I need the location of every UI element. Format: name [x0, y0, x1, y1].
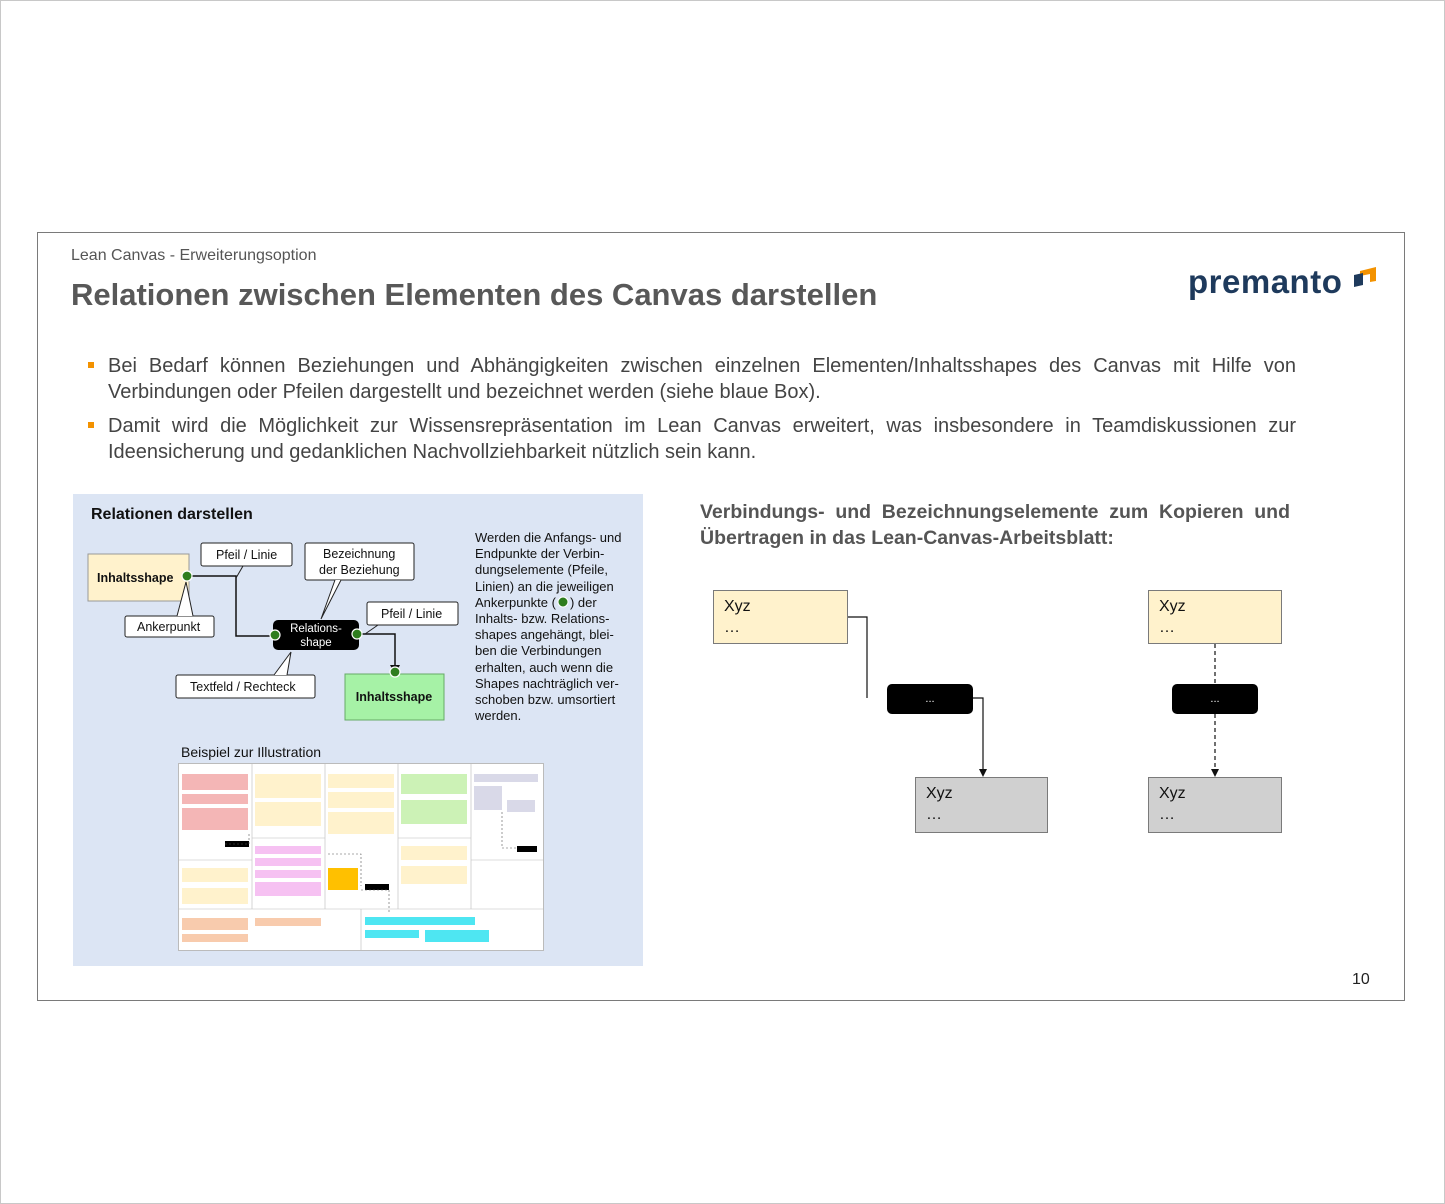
callout-bezeichnung-line2: der Beziehung — [319, 563, 400, 577]
callout-pointer-2 — [321, 580, 341, 619]
breadcrumb: Lean Canvas - Erweiterungsoption — [71, 247, 317, 264]
solid-connector-1 — [848, 617, 867, 698]
thumbnail-graphic — [179, 764, 543, 950]
callout-ankerpunkt-label: Ankerpunkt — [137, 620, 201, 634]
callout-pointer-5 — [274, 652, 291, 675]
logo-mark-icon — [1188, 257, 1388, 307]
logo-text: premanto — [1188, 263, 1343, 300]
page-number: 10 — [1352, 971, 1370, 988]
solid-connector-2 — [973, 698, 983, 773]
callout-pointer-4 — [365, 625, 378, 634]
anchor-point-icon — [352, 629, 362, 639]
anchor-point-icon — [270, 630, 280, 640]
relation-label-solid: ... — [887, 684, 973, 714]
relations-shape-line2: shape — [300, 637, 332, 649]
callout-pfeil-linie-2-label: Pfeil / Linie — [381, 607, 443, 621]
xyz-target-box-2 — [1148, 777, 1282, 833]
relation-label-dashed: ... — [1172, 684, 1258, 714]
copy-elements-heading: Verbindungs- und Bezeichnungselemente zum Kopieren und Übertragen in das Lean-Canvas-Arbeitsblatt: — [700, 501, 1290, 549]
callout-pointer-1 — [236, 566, 243, 578]
xyz-source-box-2 — [1148, 590, 1282, 644]
relations-box-title: Relationen darstellen — [91, 506, 253, 523]
side-note — [475, 530, 633, 724]
callout-bezeichnung-line1: Bezeichnung — [323, 547, 396, 561]
anchor-point-icon — [182, 571, 192, 581]
xyz-box-title: Xyz — [1159, 598, 1186, 615]
relations-diagram — [73, 494, 473, 734]
slide — [37, 232, 1405, 1001]
example-canvas-thumbnail — [178, 763, 544, 951]
bullet-item-1: Bei Bedarf können Beziehungen und Abhängigkeiten zwischen einzelnen Elementen/Inhaltsshapes des Canvas mit Hilfe von Verbindungen oder Pfeilen dargestellt und bezeichnet werden (siehe blaue Box). — [86, 353, 1296, 405]
connector-line-2 — [357, 634, 395, 667]
arrow-head-icon — [1211, 769, 1219, 777]
anchor-point-icon — [556, 596, 570, 608]
xyz-box-title: Xyz — [926, 785, 953, 802]
callout-pfeil-linie-1-label: Pfeil / Linie — [216, 548, 278, 562]
xyz-box-title: Xyz — [724, 598, 751, 615]
side-note-part2: ) der Inhalts- bzw. Relations-shapes angehängt, blei-ben die Verbindungen erhalten, auch wenn die Shapes nachträglich ver-schoben bzw. umsortiert werden. — [475, 594, 619, 724]
premanto-logo — [1188, 257, 1388, 307]
side-note-part1: Werden die Anfangs- und Endpunkte der Verbin-dungselemente (Pfeile, Linien) an die jeweiligen Ankerpunkte ( — [475, 530, 622, 610]
bullet-list — [86, 353, 1296, 473]
xyz-box-dots: … — [926, 806, 942, 823]
relations-shape-line1: Relations- — [290, 623, 342, 635]
example-label: Beispiel zur Illustration — [181, 744, 322, 760]
xyz-source-box-1 — [713, 590, 848, 644]
page-title: Relationen zwischen Elementen des Canvas darstellen — [71, 277, 878, 312]
xyz-target-box-1 — [915, 777, 1048, 833]
anchor-point-icon — [390, 667, 400, 677]
inhaltsshape-2-label: Inhaltsshape — [355, 690, 433, 704]
xyz-box-dots: … — [1159, 806, 1175, 823]
inhaltsshape-1-label: Inhaltsshape — [97, 571, 174, 585]
xyz-box-dots: … — [724, 619, 740, 636]
callout-textfeld-label: Textfeld / Rechteck — [190, 680, 296, 694]
xyz-box-title: Xyz — [1159, 785, 1186, 802]
relations-info-box — [73, 494, 643, 966]
bullet-item-2: Damit wird die Möglichkeit zur Wissensrepräsentation im Lean Canvas erweitert, was insbesondere in Teamdiskussionen zur Ideensicherung und gedanklichen Nachvollziehbarkeit nützlich sein kann. — [86, 413, 1296, 465]
arrow-head-icon — [979, 769, 987, 777]
xyz-box-dots: … — [1159, 619, 1175, 636]
